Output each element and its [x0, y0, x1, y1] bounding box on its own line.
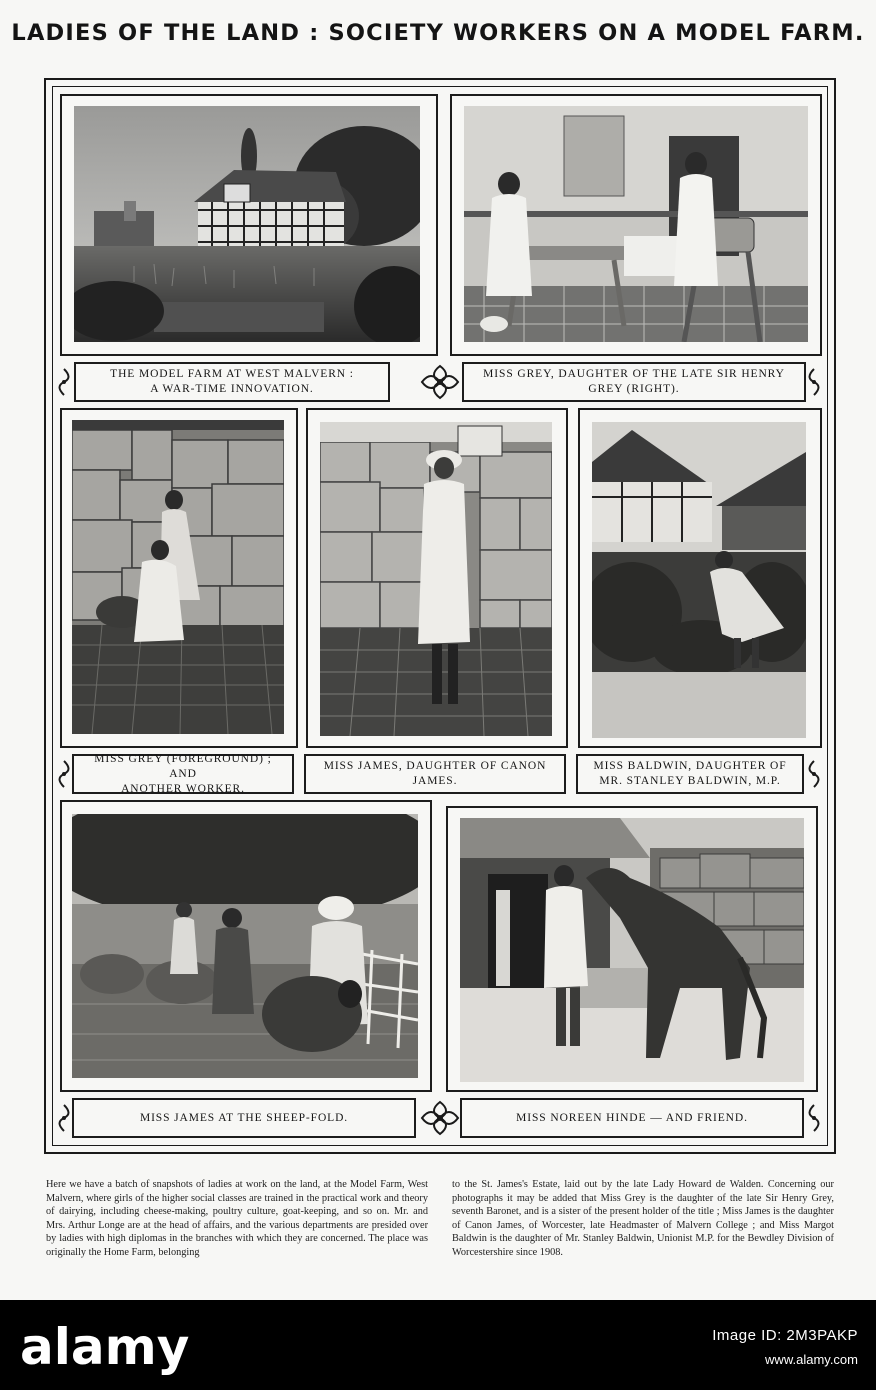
article-column-left: Here we have a batch of snapshots of ladies at work on the land, at the Model Farm, West Malvern, where girls of the higher social classes are trained in the practical work and theory of dairying, including cheese-making, poultry culture, goat-keeping, and so on. Mr. and Mrs. Arthur Longe are at the head of affairs, and the various departments are presided over by ladies with high diplomas in the branches with which they are concerned. The place was originally the Home Farm, belonging: [46, 1179, 428, 1258]
caption-line: A WAR-TIME INNOVATION.: [150, 383, 314, 395]
caption-miss-james: [304, 754, 566, 794]
caption-pony: [460, 1098, 804, 1138]
caption-line: MISS NOREEN HINDE — AND FRIEND.: [516, 1111, 748, 1124]
caption-line: MISS GREY (FOREGROUND) ; AND: [94, 752, 272, 780]
ornament-side: [806, 759, 822, 789]
ornament-divider: [418, 1098, 462, 1138]
caption-dairy: [462, 362, 806, 402]
caption-line: GREY (RIGHT).: [588, 383, 680, 395]
caption-line: MISS JAMES, DAUGHTER OF CANON: [323, 760, 547, 772]
ornament-side: [56, 759, 72, 789]
caption-model-farm: [74, 362, 390, 402]
alamy-logo-text: alamy: [20, 1318, 190, 1376]
caption-sheep-fold: [72, 1098, 416, 1138]
site-url[interactable]: www.alamy.com: [765, 1352, 858, 1367]
alamy-logo: [20, 1316, 270, 1376]
photo-sheep-fold: [72, 814, 418, 1078]
photo-miss-baldwin: [592, 422, 806, 738]
ornament-side: [56, 1103, 72, 1133]
caption-line: MISS GREY, DAUGHTER OF THE LATE SIR HENRY: [483, 368, 785, 380]
watermark-footer: [0, 1300, 876, 1390]
photo-model-farm: [74, 106, 420, 342]
image-id-label: Image ID: 2M3PAKP: [712, 1327, 858, 1344]
caption-miss-baldwin: [576, 754, 804, 794]
photo-dairy: [464, 106, 808, 342]
caption-line: MISS BALDWIN, DAUGHTER OF: [593, 760, 787, 772]
caption-line: JAMES.: [412, 775, 458, 787]
caption-line: MR. STANLEY BALDWIN, M.P.: [599, 775, 781, 787]
caption-line: ANOTHER WORKER.: [121, 782, 245, 795]
article-column-right: to the St. James's Estate, laid out by the late Lady Howard de Walden. Concerning our photographs it may be added that Miss Grey is the daughter of the late Sir Henry Grey, seventh Baronet, and is a sister of the present holder of the title ; Miss James is the daughter of Canon James, of Worcester, late Headmaster of Malvern College ; and Miss Margot Baldwin is the daughter of Mr. Stanley Baldwin, Unionist M.P. for the Bewdley Division of Worcestershire since 1908.: [452, 1179, 834, 1258]
page-headline: LADIES OF THE LAND : SOCIETY WORKERS ON A MODEL FARM.: [11, 20, 865, 46]
caption-miss-grey: [72, 754, 294, 794]
photo-goat: [72, 420, 284, 734]
photo-miss-james: [320, 422, 552, 736]
caption-line: THE MODEL FARM AT WEST MALVERN :: [110, 368, 354, 380]
ornament-side: [806, 367, 822, 397]
ornament-side: [806, 1103, 822, 1133]
ornament-side: [56, 367, 72, 397]
caption-line: MISS JAMES AT THE SHEEP-FOLD.: [139, 1111, 349, 1124]
photo-pony: [460, 818, 804, 1082]
ornament-divider: [418, 362, 462, 402]
